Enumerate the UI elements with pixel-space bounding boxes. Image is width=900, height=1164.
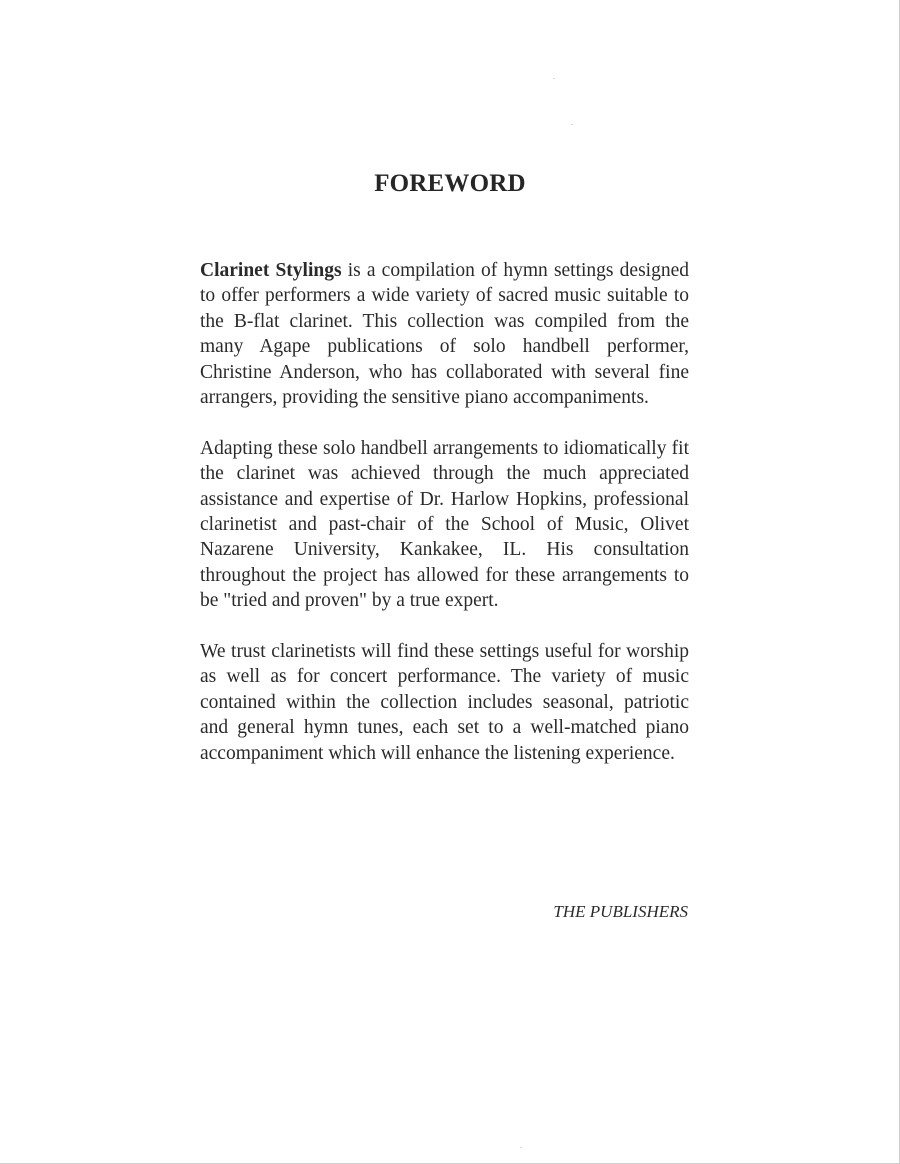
scan-speck bbox=[520, 1147, 522, 1148]
paragraph-2-text: Adapting these solo handbell arrangements to idiomatically fit the clarinet was achieved through the much appreciated assistance and expertise of Dr. Harlow Hopkins, professional clarinetist and past-chair of the School of Music, Olivet Nazarene University, Kankakee, IL. His consultation throughout the project has allowed for these arrangements to be "tried and proven" by a true expert. bbox=[200, 437, 689, 612]
paragraph-1-text: is a compilation of hymn settings designed to offer performers a wide variety of sacred music suitable to the B-flat clarinet. This collection was compiled from the many Agape publications of solo handbell performer, Christine Anderson, who has collaborated with several fine arrangers, providing the sensitive piano accompaniments. bbox=[200, 260, 689, 409]
paragraph-1 bbox=[200, 258, 689, 410]
paragraph-3 bbox=[200, 639, 689, 766]
foreword-body bbox=[200, 258, 689, 766]
scan-speck bbox=[571, 124, 573, 125]
scan-speck bbox=[553, 78, 555, 79]
paragraph-2 bbox=[200, 436, 689, 614]
page-title: FOREWORD bbox=[374, 170, 526, 197]
collection-name: Clarinet Stylings bbox=[200, 260, 342, 281]
paragraph-3-text: We trust clarinetists will find these settings useful for worship as well as for concert performance. The variety of music contained within the collection includes seasonal, patriotic and general hymn tunes, each set to a well-matched piano accompaniment which will enhance the listening experience. bbox=[200, 641, 689, 764]
signature: THE PUBLISHERS bbox=[553, 902, 688, 921]
